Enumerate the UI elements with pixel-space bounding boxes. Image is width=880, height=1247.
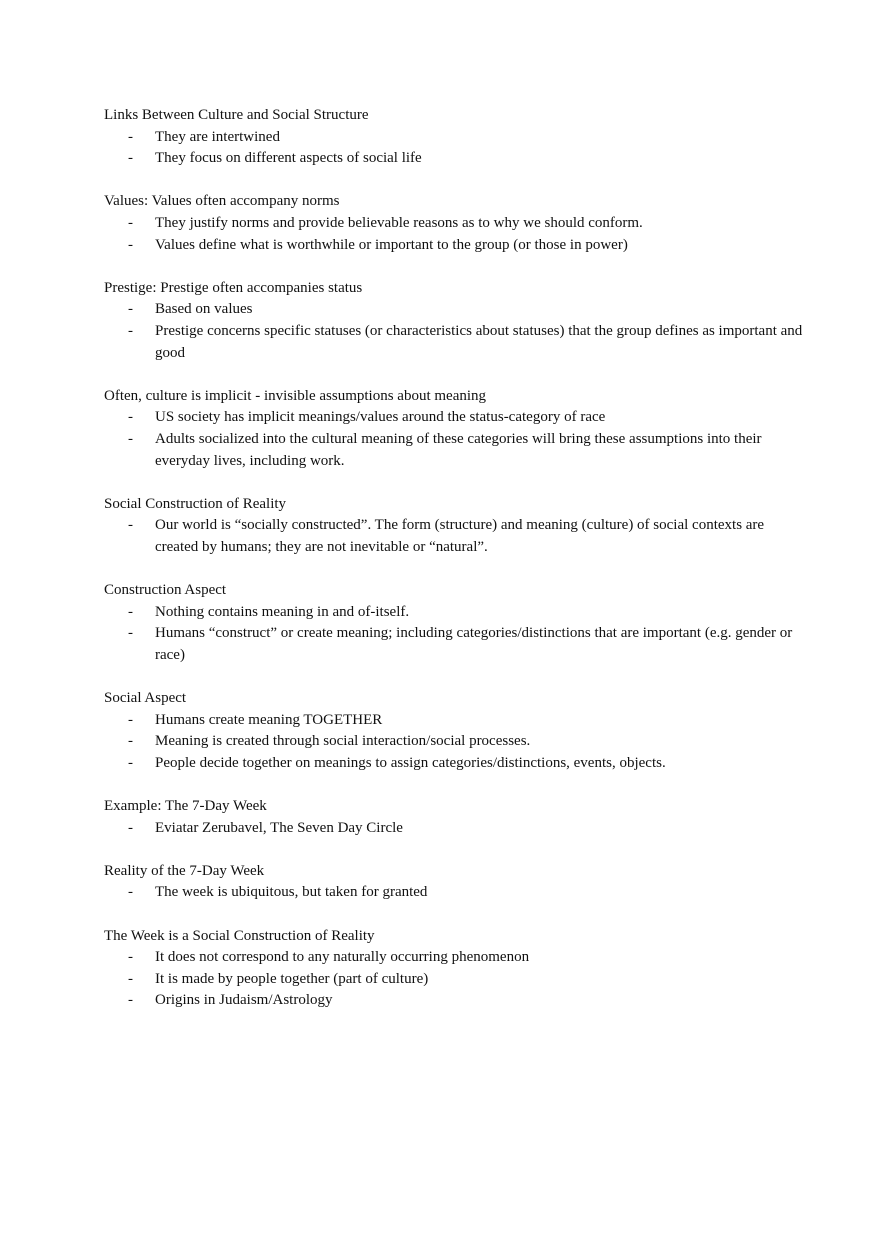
bullet-list [104,947,804,1012]
list-item-text: Meaning is created through social interaction/social processes. [155,733,531,750]
section-social-construction [104,494,804,559]
list-item [104,623,804,666]
bullet-list [104,515,804,558]
dash-marker: - [128,992,133,1009]
section-heading: Often, culture is implicit - invisible assumptions about meaning [104,387,487,404]
list-item [104,882,804,904]
section-heading: Prestige: Prestige often accompanies status [104,279,363,296]
dash-marker: - [128,322,133,339]
bullet-list [104,127,804,170]
list-item-text: It does not correspond to any naturally occurring phenomenon [155,949,530,966]
list-item-text: US society has implicit meanings/values around the status-category of race [155,409,606,426]
document-body [104,105,804,1034]
list-item [104,753,804,775]
dash-marker: - [128,884,133,901]
list-item-text: Prestige concerns specific statuses (or characteristics about statuses) that the group defines as important and good [155,322,803,361]
list-item-text: Based on values [155,301,253,318]
dash-marker: - [128,150,133,167]
dash-marker: - [128,128,133,145]
list-item [104,602,804,624]
list-item-text: It is made by people together (part of culture) [155,970,429,987]
bullet-list [104,818,804,840]
list-item-text: People decide together on meanings to assign categories/distinctions, events, objects. [155,754,666,771]
list-item-text: The week is ubiquitous, but taken for granted [155,884,428,901]
bullet-list [104,882,804,904]
section-heading: Social Aspect [104,690,187,707]
dash-marker: - [128,711,133,728]
list-item [104,148,804,170]
list-item-text: Eviatar Zerubavel, The Seven Day Circle [155,819,403,836]
dash-marker: - [128,754,133,771]
list-item-text: Adults socialized into the cultural meaning of these categories will bring these assumptions into their everyday lives, including work. [155,430,762,469]
list-item [104,235,804,257]
bullet-list [104,299,804,364]
section-culture-structure [104,105,804,170]
section-heading: The Week is a Social Construction of Reality [104,927,375,944]
section-heading: Links Between Culture and Social Structure [104,107,369,123]
dash-marker: - [128,733,133,750]
dash-marker: - [128,236,133,253]
bullet-list [104,710,804,775]
bullet-list [104,213,804,256]
bullet-list [104,407,804,472]
list-item-text: Our world is “socially constructed”. The form (structure) and meaning (culture) of social contexts are created by humans; they are not inevitable or “natural”. [155,517,765,555]
list-item [104,947,804,969]
section-construction-aspect [104,580,804,666]
section-values [104,191,804,256]
section-example-week [104,796,804,839]
list-item-text: Humans “construct” or create meaning; including categories/distinctions that are important (e.g. gender or race) [155,625,793,663]
list-item [104,213,804,235]
section-heading: Reality of the 7-Day Week [104,862,265,879]
list-item-text: They are intertwined [155,128,280,145]
bullet-list [104,602,804,667]
section-heading: Construction Aspect [104,582,227,599]
list-item-text: Humans create meaning TOGETHER [155,711,383,728]
list-item [104,299,804,321]
dash-marker: - [128,517,133,534]
section-week-construction [104,926,804,1012]
list-item-text: They justify norms and provide believable reasons as to why we should conform. [155,214,643,231]
list-item [104,321,804,364]
dash-marker: - [128,301,133,318]
section-implicit-culture [104,386,804,472]
list-item [104,515,804,558]
list-item [104,429,804,472]
dash-marker: - [128,949,133,966]
dash-marker: - [128,430,133,447]
list-item [104,407,804,429]
section-heading: Social Construction of Reality [104,495,287,512]
list-item [104,731,804,753]
section-heading: Values: Values often accompany norms [104,193,340,210]
dash-marker: - [128,214,133,231]
section-reality-week [104,861,804,904]
section-social-aspect [104,688,804,774]
list-item [104,127,804,149]
dash-marker: - [128,625,133,642]
dash-marker: - [128,409,133,426]
list-item-text: Values define what is worthwhile or important to the group (or those in power) [155,236,628,253]
list-item-text: Origins in Judaism/Astrology [155,992,333,1009]
list-item [104,710,804,732]
section-prestige [104,278,804,364]
list-item [104,990,804,1012]
dash-marker: - [128,970,133,987]
dash-marker: - [128,603,133,620]
list-item-text: Nothing contains meaning in and of-itself. [155,603,410,620]
section-heading: Example: The 7-Day Week [104,798,267,814]
list-item [104,969,804,991]
dash-marker: - [128,819,133,836]
list-item-text: They focus on different aspects of social life [155,150,422,167]
list-item [104,818,804,840]
